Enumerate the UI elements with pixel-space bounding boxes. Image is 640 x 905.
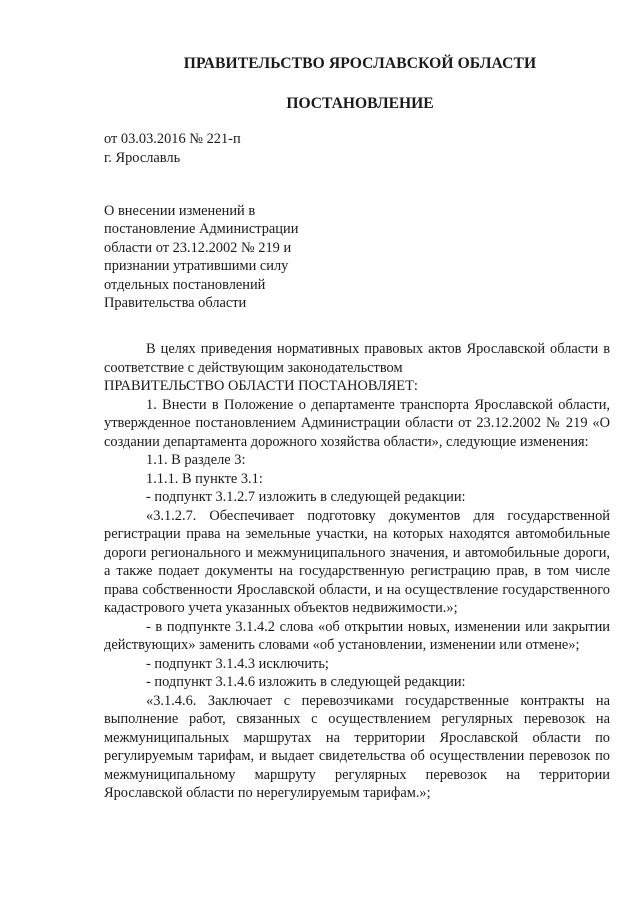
resolves-line: ПРАВИТЕЛЬСТВО ОБЛАСТИ ПОСТАНОВЛЯЕТ:	[104, 378, 418, 394]
subject-line: отдельных постановлений	[104, 276, 266, 293]
preamble-paragraph: В целях приведения нормативных правовых актов Ярославской области в соответствие с действующим законодательством	[104, 341, 610, 376]
subpoint-3143-paragraph: - подпункт 3.1.4.3 исключить;	[146, 655, 329, 672]
date-number: от 03.03.2016 № 221-п	[104, 131, 241, 147]
subject-line: признании утратившими силу	[104, 258, 289, 275]
item-1-1-paragraph: 1.1. В разделе 3:	[146, 452, 246, 468]
subpoint-3142-paragraph: - в подпункте 3.1.4.2 слова «об открытии новых, изменении или закрытии действующих» заменить словами «об установлении, изменении или отмене»;	[104, 618, 610, 653]
item-1-1-1-paragraph: 1.1.1. В пункте 3.1:	[146, 470, 263, 487]
subject-line: О внесении изменений в	[104, 203, 256, 219]
quote-3127-paragraph: «3.1.2.7. Обеспечивает подготовку документов для государственной регистрации права на земельные участки, на которых находятся автомобильные дороги регионального и межмуниципального значения, и автомобильные дороги, а также подает документы на государственную регистрацию прав, в том числе права собственности Ярославской области, и на осуществление государственного кадастрового учета указанных объектов недвижимости.»;	[104, 507, 610, 616]
document-type-heading: ПОСТАНОВЛЕНИЕ	[286, 95, 434, 112]
subpoint-3127-instruction: - подпункт 3.1.2.7 изложить в следующей редакции:	[146, 489, 466, 505]
item-1-paragraph: 1. Внести в Положение о департаменте транспорта Ярославской области, утвержденное постановлением Администрации области от 23.12.2002 № 219 «О создании департамента дорожного хозяйства области», следующие изменения:	[104, 396, 610, 450]
document-body	[104, 340, 610, 803]
subject-line: постановление Администрации	[104, 221, 299, 238]
document-subject	[104, 202, 298, 312]
city: г. Ярославль	[104, 150, 181, 166]
subpoint-3146-instruction: - подпункт 3.1.4.6 изложить в следующей редакции:	[146, 674, 466, 690]
organization-heading: ПРАВИТЕЛЬСТВО ЯРОСЛАВСКОЙ ОБЛАСТИ	[183, 55, 537, 72]
document-meta	[104, 130, 241, 168]
quote-3146-paragraph: «3.1.4.6. Заключает с перевозчиками государственные контракты на выполнение работ, связанных с осуществлением регулярных перевозок на межмуниципальных маршрутах на территории Ярославской области по регулируемым тарифам, и выдает свидетельства об осуществлении перевозок по межмуниципальному маршруту регулярных перевозок на территории Ярославской области по нерегулируемым тарифам.»;	[104, 692, 610, 801]
subject-line: Правительства области	[104, 295, 247, 312]
subject-line: области от 23.12.2002 № 219 и	[104, 239, 292, 256]
